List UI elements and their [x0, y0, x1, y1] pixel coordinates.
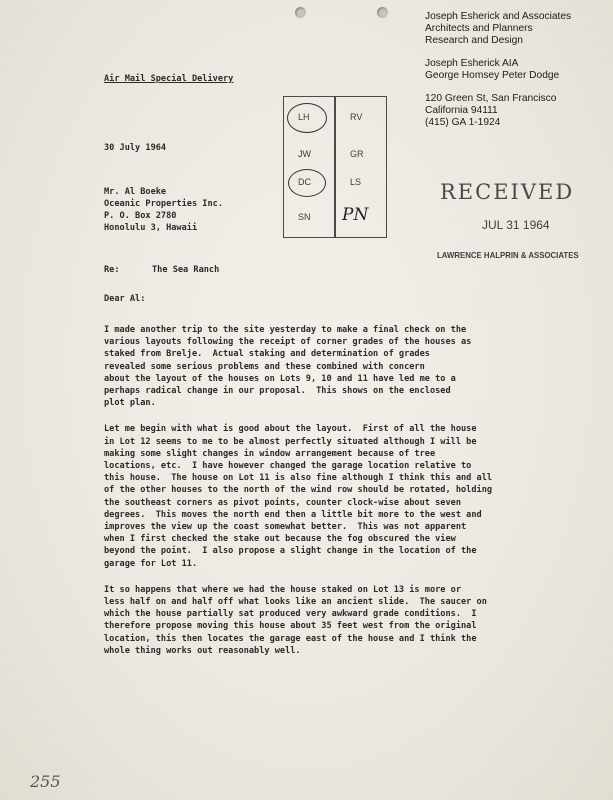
paragraph-2	[104, 423, 574, 569]
letter-body	[104, 324, 574, 657]
recipient-company: Oceanic Properties Inc.	[104, 199, 223, 209]
body-line: this house. The house on Lot 11 is also fine although I think this and all	[104, 473, 493, 484]
received-stamp-org: LAWRENCE HALPRIN & ASSOCIATES	[437, 250, 579, 260]
handwritten-page-number: 255	[30, 772, 61, 791]
letterhead-state: California 94111	[425, 105, 498, 116]
body-line: perhaps radical change in our proposal. This shows on the enclosed	[104, 386, 451, 397]
body-line: location, this then locates the garage east of the house and I think the	[104, 633, 477, 644]
recipient-city: Honolulu 3, Hawaii	[104, 223, 198, 233]
paragraph-3	[104, 584, 574, 657]
body-line: It so happens that where we had the house staked on Lot 13 is more or	[104, 584, 461, 595]
routing-initials-ls: LS	[350, 177, 362, 187]
body-line: less half on and half off what looks like an ancient slide. The saucer on	[104, 597, 487, 608]
subject-text: The Sea Ranch	[152, 265, 220, 275]
body-line: various layouts following the receipt of corner grades of the houses as	[104, 337, 472, 348]
recipient-name: Mr. Al Boeke	[104, 187, 167, 197]
letterhead	[425, 11, 571, 129]
letterhead-phone: (415) GA 1-1924	[425, 117, 501, 128]
letterhead-line2: Architects and Planners	[425, 23, 533, 34]
letterhead-principal: Joseph Esherick AIA	[425, 58, 519, 69]
routing-initials-sn: SN	[298, 212, 311, 222]
body-line: degrees. This moves the north end then a little bit more to the west and	[104, 509, 482, 520]
body-line: locations, etc. I have however changed the garage location relative to	[104, 461, 472, 472]
received-stamp-word: RECEIVED	[440, 180, 575, 204]
body-line: therefore propose moving this house about 35 feet west from the original	[104, 621, 477, 632]
body-line: improves the view up the coast somewhat better. This was not apparent	[104, 522, 467, 533]
body-line: whole thing works out reasonably well.	[104, 645, 301, 656]
routing-initials-lh: LH	[298, 112, 310, 122]
delivery-method: Air Mail Special Delivery	[104, 74, 234, 84]
body-line: when I first checked the stake out because the fog obscured the view	[104, 534, 456, 545]
body-line: I made another trip to the site yesterday to make a final check on the	[104, 325, 467, 335]
routing-initials-jw: JW	[298, 149, 311, 159]
body-line: revealed some serious problems and these combined with concern	[104, 361, 425, 372]
routing-initials-gr: GR	[350, 149, 364, 159]
body-line: of the other houses to the north of the wind row should be rotated, holding	[104, 485, 493, 496]
body-line: the southeast corners as pivot points, counter clock-wise about seven	[104, 497, 461, 508]
routing-initials-pn: PN	[342, 205, 369, 225]
routing-stamp	[283, 96, 387, 238]
routing-initials-dc: DC	[298, 177, 311, 187]
body-line: staked from Brelje. Actual staking and determination of grades	[104, 349, 430, 360]
body-line: garage for Lot 11.	[104, 558, 198, 569]
letterhead-firm: Joseph Esherick and Associates	[425, 11, 572, 22]
received-stamp-date: JUL 31 1964	[482, 218, 550, 232]
punch-hole-right	[377, 7, 388, 18]
letter-date: 30 July 1964	[104, 143, 167, 153]
paragraph-1	[104, 324, 574, 409]
subject-label: Re:	[104, 265, 120, 275]
recipient-box: P. O. Box 2780	[104, 211, 177, 221]
punch-hole-left	[295, 7, 306, 18]
letterhead-line3: Research and Design	[425, 35, 523, 46]
letterhead-street: 120 Green St, San Francisco	[425, 93, 557, 104]
routing-stamp-divider	[334, 97, 336, 237]
letterhead-partners: George Homsey Peter Dodge	[425, 70, 560, 81]
body-line: which the house partially sat produced very awkward grade conditions. I	[104, 609, 477, 620]
body-line: plot plan.	[104, 398, 156, 409]
routing-initials-rv: RV	[350, 112, 363, 122]
body-line: Let me begin with what is good about the layout. First of all the house	[104, 424, 477, 435]
salutation: Dear Al:	[104, 294, 146, 304]
body-line: about the layout of the houses on Lots 9, 10 and 11 have led me to a	[104, 373, 456, 384]
body-line: in Lot 12 seems to me to be almost perfectly situated although I will be	[104, 436, 477, 447]
body-line: making some slight changes in window arrangement because of tree	[104, 448, 436, 459]
body-line: beyond the point. I also propose a slight change in the location of the	[104, 546, 477, 557]
